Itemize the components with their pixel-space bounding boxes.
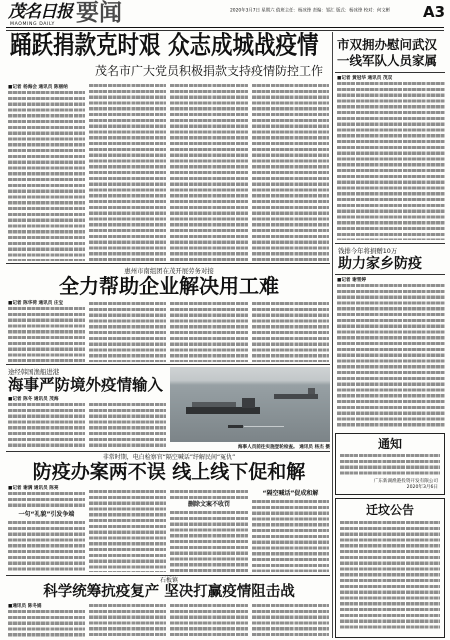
masthead-rule-thin — [6, 30, 444, 31]
distant-ship-hull — [274, 394, 318, 399]
boat-wake — [244, 426, 284, 427]
labor-story-body-col-4 — [252, 302, 329, 362]
lead-story-body-col-2 — [89, 84, 166, 261]
lead-story-headline: 踊跃捐款克时艰 众志成城战疫情 — [10, 31, 319, 61]
labor-story-kicker: 惠州市南组团在茂开展劳务对接 — [124, 267, 214, 275]
labor-story-body-col-2 — [89, 302, 166, 362]
procuratorate-story-kicker: 非常时期，电白检察官“隔空喊话”纾解民间“冤仇” — [102, 454, 236, 461]
donation-story-headline: 助力家乡防疫 — [338, 256, 422, 272]
veterans-story-headline-rule — [335, 72, 445, 73]
labor-story-body-col-3 — [170, 302, 248, 362]
procuratorate-story-body-col-1b — [8, 521, 85, 572]
relocation-notice-title: 迁坟公告 — [365, 503, 414, 517]
photo-caption: 海事人员前往实施登轮检查。 通讯员 杨杰 摄 — [237, 444, 330, 450]
procuratorate-story-body-col-1a — [8, 492, 85, 509]
right-column-divider — [332, 32, 333, 638]
donation-story-kicker: 钱排今年将捐赠10万 — [338, 247, 398, 255]
maritime-story-byline: ■记者 陈冬 通讯员 茂海 — [8, 396, 59, 402]
cargo-ship-hull — [186, 407, 260, 414]
veterans-story-bottom-rule — [335, 243, 445, 244]
patrol-boat — [228, 425, 243, 428]
procuratorate-story-body-col-4 — [252, 500, 329, 572]
veterans-story-body — [337, 82, 445, 240]
lead-story-bottom-rule — [6, 263, 330, 264]
notice-date: 2020年3月6日 — [406, 484, 438, 490]
distant-ship-cabin — [308, 388, 315, 394]
procuratorate-story-headline: 防疫办案两不误 线上线下促和解 — [32, 461, 306, 483]
lead-story-subheadline: 茂名市广大党员积极捐款支持疫情防控工作 — [95, 64, 324, 78]
labor-story-bottom-rule — [6, 364, 330, 365]
donation-story-headline-rule — [335, 274, 445, 275]
labor-story-body-col-1 — [8, 307, 85, 362]
relocation-notice-box — [335, 498, 445, 638]
procuratorate-subhead-3: “隔空喊话”促成和解 — [262, 490, 319, 497]
masthead-rule — [6, 27, 444, 28]
relocation-notice-body — [340, 521, 440, 631]
ship-photo — [170, 367, 330, 442]
veterans-story-headline-line-1: 市双拥办慰问武汉 — [337, 37, 438, 52]
cargo-ship-deck — [192, 402, 236, 407]
lead-story-byline: ■记者 杨海会 通讯员 陈丽纳 — [8, 84, 68, 90]
notice-title: 通知 — [377, 437, 402, 451]
masthead-logo: 茂名日报 — [8, 2, 72, 22]
page-number: A3 — [423, 3, 446, 21]
procuratorate-subhead-1: 一句“礼貌”引发争端 — [18, 511, 75, 518]
notice-box — [335, 433, 445, 495]
shiban-story-body-col-2 — [89, 604, 166, 638]
donation-story-body — [337, 284, 445, 429]
procuratorate-story-body-col-3b — [170, 511, 248, 572]
shiban-story-body-col-1 — [8, 610, 85, 638]
lead-story-body-col-4 — [252, 84, 329, 261]
labor-story-headline: 全力帮助企业解决用工难 — [59, 274, 279, 298]
maritime-story-body-col-2 — [89, 403, 166, 449]
masthead-logo-english: MAOMING DAILY — [10, 21, 55, 27]
shiban-story-headline: 科学统筹抗疫复产 坚决打赢疫情阻击战 — [43, 584, 295, 600]
veterans-story-headline-line-2: 一线军队人员家属 — [337, 53, 438, 68]
cargo-ship-bridge — [242, 398, 255, 408]
maritime-story-body-col-1 — [8, 403, 85, 449]
issue-info-line: 2020年3月7日 星期六 值班主任：杨冰锋 责编：邹汇 版式：杨冰锋 校对：何文彬 — [230, 8, 391, 13]
veterans-story-byline: ■记者 黄冠华 通讯员 茂双 — [337, 75, 393, 81]
shiban-story-kicker: 石板镇 — [159, 577, 178, 584]
procuratorate-story-body-col-2 — [89, 490, 166, 572]
procuratorate-story-bottom-rule — [6, 575, 330, 576]
notice-issuer: 广东新湖渔港投资开发有限公司 — [373, 478, 438, 484]
procuratorate-story-byline: ■记者 谢满 通讯员 陈亮 — [8, 485, 59, 491]
maritime-story-headline: 海事严防境外疫情输入 — [8, 376, 164, 394]
section-title: 要闻 — [76, 0, 122, 26]
lead-story-body-col-1 — [8, 91, 85, 261]
donation-story-byline: ■记者 谢雪婷 — [337, 277, 366, 283]
shiban-story-body-col-4 — [252, 604, 329, 638]
notice-body — [340, 454, 440, 476]
maritime-story-bottom-rule — [6, 451, 330, 452]
procuratorate-subhead-2: 删除文案不收罚 — [187, 501, 230, 508]
shiban-story-body-col-3 — [170, 604, 248, 638]
maritime-story-kicker: 途经韩国渔船进港 — [8, 368, 60, 376]
lead-story-body-col-3 — [170, 84, 248, 261]
shiban-story-byline: ■通讯员 陈冬娟 — [8, 603, 42, 609]
procuratorate-story-body-col-3a — [170, 490, 248, 499]
labor-story-byline: ■记者 陈华荷 通讯员 庄宝 — [8, 300, 64, 306]
